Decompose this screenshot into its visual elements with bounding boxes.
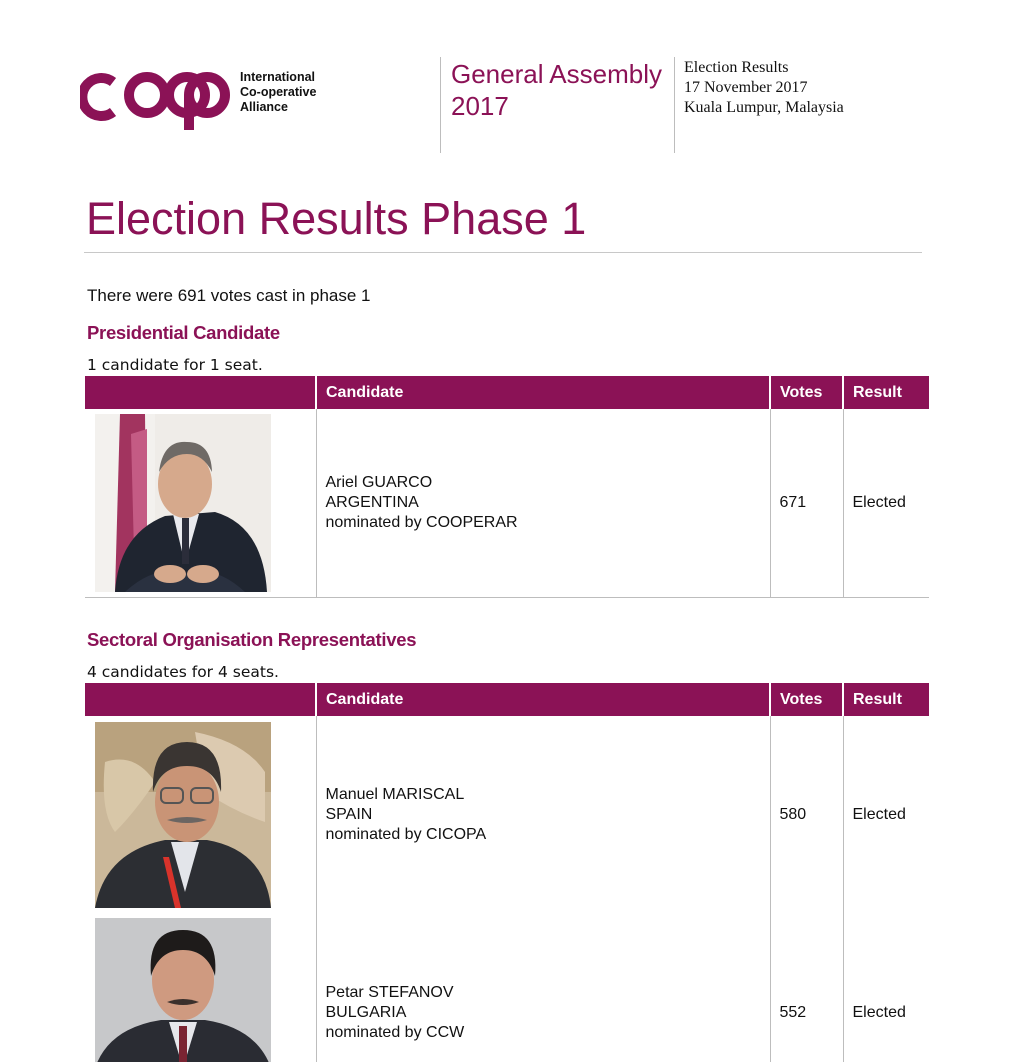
alliance-line: Co-operative [240, 85, 317, 99]
candidate-cell [316, 716, 770, 914]
votes-cell: 671 [770, 409, 843, 597]
header-result: Result [843, 376, 929, 409]
alliance-name [240, 70, 316, 115]
result-cell: Elected [843, 409, 929, 597]
header-votes: Votes [770, 683, 843, 716]
assembly-year: 2017 [451, 91, 509, 121]
section-heading-sectoral: Sectoral Organisation Representatives [87, 629, 417, 650]
section-heading-presidential: Presidential Candidate [87, 322, 280, 343]
candidate-cell [316, 409, 770, 597]
assembly-title [451, 58, 662, 122]
table-row [85, 716, 929, 914]
header-photo [85, 683, 316, 716]
page-title: Election Results Phase 1 [86, 193, 587, 244]
header-divider [674, 57, 675, 153]
candidate-nominator: nominated by COOPERAR [325, 513, 518, 531]
votes-cell: 552 [770, 914, 843, 1062]
header-candidate: Candidate [316, 376, 770, 409]
results-table-sectoral [85, 683, 929, 1062]
assembly-line: General Assembly [451, 59, 662, 89]
photo-cell [85, 409, 316, 597]
result-cell: Elected [843, 914, 929, 1062]
photo-cell [85, 716, 316, 914]
photo-cell [85, 914, 316, 1062]
table-row [85, 914, 929, 1062]
result-cell: Elected [843, 716, 929, 914]
candidate-country: ARGENTINA [325, 493, 419, 511]
meta-date: 17 November 2017 [684, 79, 808, 96]
section-subtitle: 4 candidates for 4 seats. [87, 663, 279, 681]
candidate-nominator: nominated by CCW [325, 1024, 465, 1041]
header-result: Result [843, 683, 929, 716]
candidate-cell [316, 914, 770, 1062]
header-candidate: Candidate [316, 683, 770, 716]
candidate-photo [95, 722, 316, 908]
votes-cast-summary: There were 691 votes cast in phase 1 [87, 286, 371, 305]
header-divider [440, 57, 441, 153]
table-row [85, 409, 929, 597]
table-header-row [85, 683, 929, 716]
meta-location: Kuala Lumpur, Malaysia [684, 99, 844, 116]
votes-cell: 580 [770, 716, 843, 914]
table-header-row [85, 376, 929, 409]
header-photo [85, 376, 316, 409]
alliance-line: International [240, 70, 316, 84]
header-votes: Votes [770, 376, 843, 409]
meta-doc-type: Election Results [684, 59, 789, 76]
candidate-name: Ariel GUARCO [325, 473, 433, 491]
candidate-photo [95, 918, 316, 1062]
candidate-country: BULGARIA [325, 1004, 407, 1021]
results-table-presidential [85, 376, 929, 598]
candidate-country: SPAIN [325, 806, 373, 823]
candidate-nominator: nominated by CICOPA [325, 826, 487, 843]
section-subtitle: 1 candidate for 1 seat. [87, 356, 263, 374]
event-meta [684, 58, 844, 118]
candidate-name: Manuel MARISCAL [325, 786, 465, 803]
title-divider [84, 252, 922, 253]
candidate-photo [95, 414, 316, 592]
alliance-line: Alliance [240, 100, 288, 114]
page-header [0, 0, 1010, 160]
candidate-name: Petar STEFANOV [325, 984, 454, 1001]
